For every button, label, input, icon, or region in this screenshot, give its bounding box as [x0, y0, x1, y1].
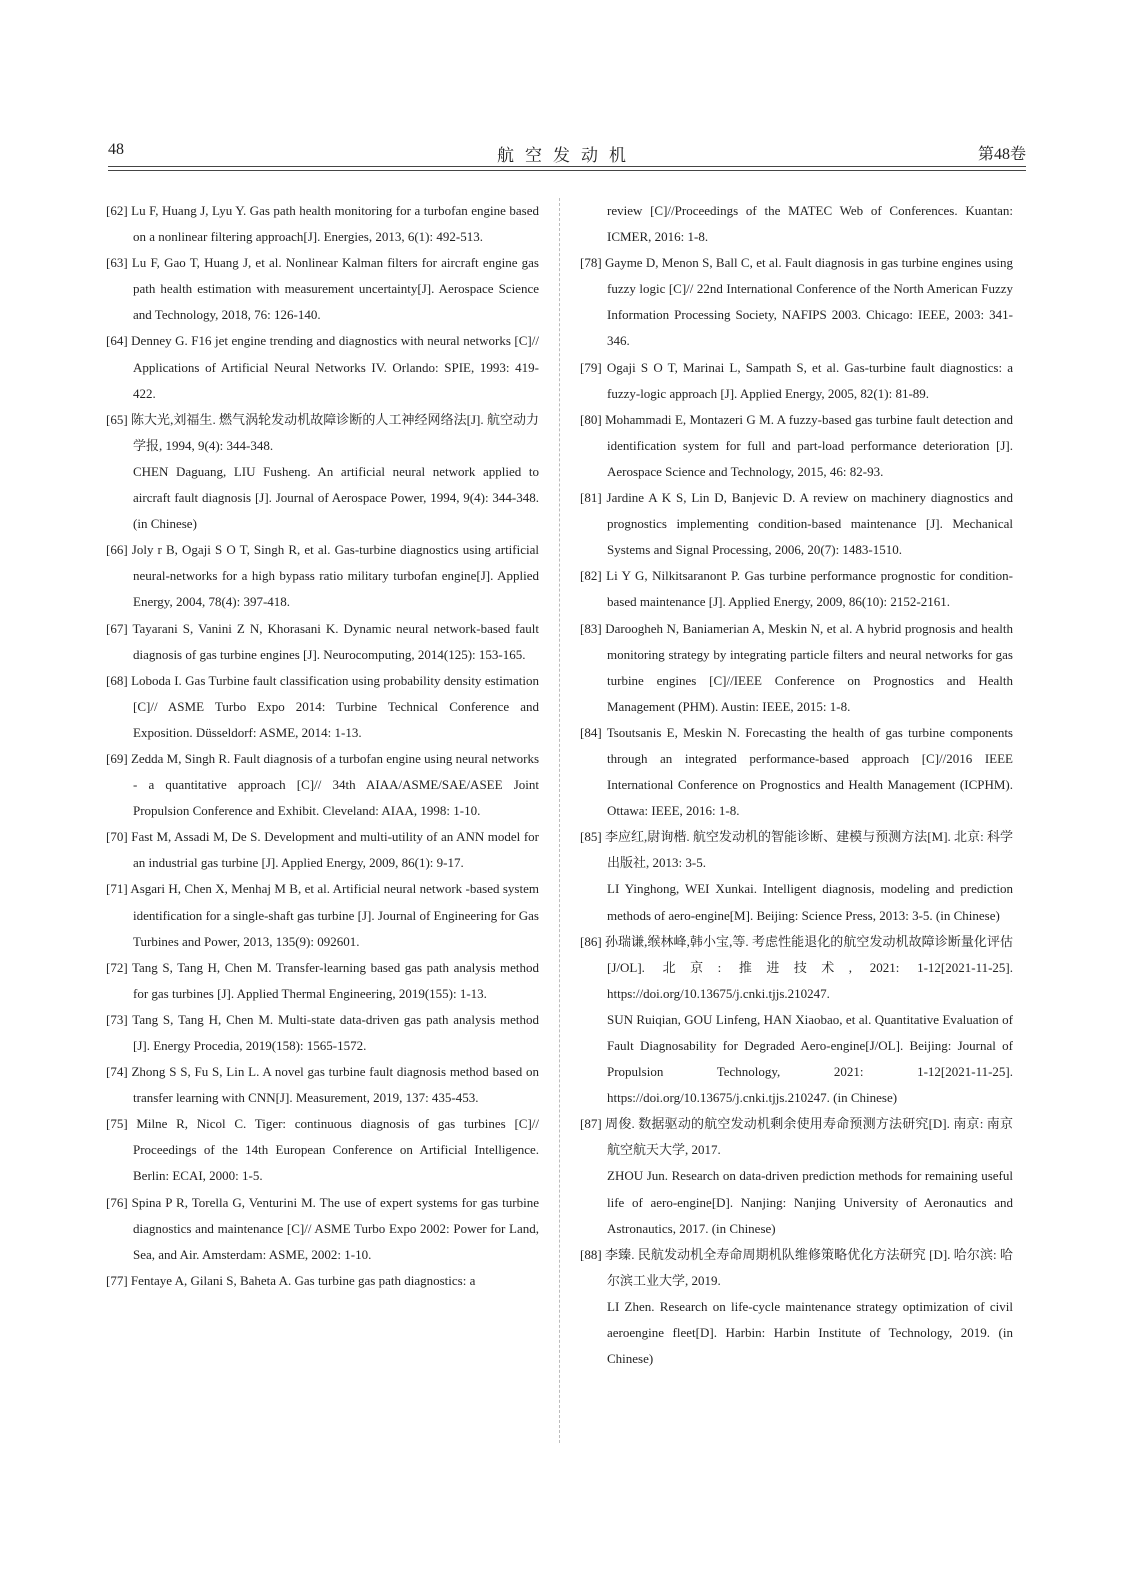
reference-number: [65]	[106, 411, 128, 427]
reference-item	[580, 485, 1013, 563]
reference-item	[106, 1059, 539, 1111]
reference-item	[106, 198, 539, 250]
reference-translation: LI Yinghong, WEI Xunkai. Intelligent diagnosis, modeling and prediction methods of aero-engine[M]. Beijing: Science Press, 2013: 3-5. (in Chinese)	[607, 881, 1013, 923]
reference-text: Mohammadi E, Montazeri G M. A fuzzy-based gas turbine fault detection and identification system for full and part-load performance deterioration [J]. Aerospace Science and Technology, 2015, 46: 82-93.	[605, 411, 1014, 479]
reference-text: Daroogheh N, Baniamerian A, Meskin N, et al. A hybrid prognosis and health monitoring strategy by integrating particle filters and neural networks for gas turbine engines [C]//IEEE Conference on Prognostics and Health Management (PHM). Austin: IEEE, 2015: 1-8.	[605, 620, 1014, 714]
reference-number: [62]	[106, 203, 128, 218]
reference-item	[106, 955, 539, 1007]
reference-item	[580, 563, 1013, 615]
reference-number: [82]	[580, 568, 602, 584]
reference-text: Tang S, Tang H, Chen M. Multi-state data-driven gas path analysis method [J]. Energy Procedia, 2019(158): 1565-1572.	[132, 1011, 539, 1053]
reference-number: [84]	[580, 724, 602, 740]
reference-text: Fentaye A, Gilani S, Baheta A. Gas turbine gas path diagnostics: a	[130, 1272, 476, 1288]
header-rule-thin	[108, 170, 1026, 171]
reference-number: [75]	[106, 1116, 128, 1132]
reference-item	[106, 537, 539, 615]
journal-title: 航空发动机	[497, 146, 637, 165]
reference-text: Tsoutsanis E, Meskin N. Forecasting the health of gas turbine components through an integrated performance-based approach [C]//2016 IEEE International Conference on Prognostics and Health Management (ICPHM). Ottawa: IEEE, 2016: 1-8.	[606, 724, 1013, 819]
reference-item	[106, 876, 539, 954]
page-number: 48	[108, 141, 124, 158]
reference-text: Tang S, Tang H, Chen M. Transfer-learning based gas path analysis method for gas turbines [J]. Applied Thermal Engineering, 2019(155): 1-13.	[132, 959, 539, 1001]
reference-item	[580, 1111, 1013, 1163]
reference-text: Ogaji S O T, Marinai L, Sampath S, et al. Gas-turbine fault diagnostics: a fuzzy-logic approach [J]. Applied Energy, 2005, 82(1): 81-89.	[606, 359, 1014, 401]
reference-item	[106, 1111, 539, 1189]
reference-item	[580, 355, 1013, 407]
references-left-column	[106, 198, 539, 1294]
reference-text: Spina P R, Torella G, Venturini M. The use of expert systems for gas turbine diagnostics and maintenance [C]// ASME Turbo Expo 2002: Power for Land, Sea, and Air. Amsterdam: ASME, 2002: 1-10.	[131, 1194, 539, 1262]
references-right-column	[580, 198, 1013, 1372]
reference-item	[580, 407, 1013, 485]
reference-number: [68]	[106, 672, 128, 688]
reference-text: Loboda I. Gas Turbine fault classification using probability density estimation [C]// ASME Turbo Expo 2014: Turbine Technical Conference and Exposition. Düsseldorf: ASME, 2014: 1-13.	[131, 672, 539, 740]
reference-number: [78]	[580, 255, 602, 271]
reference-text: Asgari H, Chen X, Menhaj M B, et al. Artificial neural network -based system identification for a single-shaft gas turbine [J]. Journal of Engineering for Gas Turbines and Power, 2013, 135(9): 092601.	[130, 881, 539, 949]
reference-item	[580, 824, 1013, 876]
reference-number: [69]	[106, 750, 128, 766]
reference-translation: ZHOU Jun. Research on data-driven prediction methods for remaining useful life of aero-engine[D]. Nanjing: Nanjing University of Aeronautics and Astronautics, 2017. (in Chinese)	[607, 1168, 1013, 1236]
reference-number: [79]	[580, 359, 602, 375]
reference-text: Zedda M, Singh R. Fault diagnosis of a turbofan engine using neural networks - a quantitative approach [C]// 34th AIAA/ASME/SAE/ASEE Joint Propulsion Conference and Exhibit. Cleveland: AIAA, 1998: 1-10.	[130, 750, 539, 819]
reference-text: 李应红,尉询楷. 航空发动机的智能诊断、建模与预测方法[M]. 北京: 科学出版社, 2013: 3-5.	[604, 829, 1013, 871]
reference-item	[580, 616, 1013, 720]
reference-item	[580, 1242, 1013, 1294]
reference-number: [74]	[106, 1064, 128, 1080]
reference-number: [85]	[580, 829, 602, 845]
volume-label: 第48卷	[977, 146, 1026, 163]
reference-item	[106, 616, 539, 668]
reference-item	[106, 1190, 539, 1268]
reference-number: [76]	[106, 1194, 128, 1210]
reference-number: [86]	[580, 933, 602, 949]
reference-item	[580, 250, 1013, 354]
reference-number: [73]	[106, 1011, 128, 1027]
reference-text: Lu F, Gao T, Huang J, et al. Nonlinear Kalman filters for aircraft engine gas path health estimation with measurement uncertainty[J]. Aerospace Science and Technology, 2018, 76: 126-140.	[131, 255, 539, 323]
reference-text: 李臻. 民航发动机全寿命周期机队维修策略优化方法研究 [D]. 哈尔滨: 哈尔滨工业大学, 2019.	[605, 1246, 1013, 1288]
reference-item	[106, 328, 539, 406]
reference-item	[106, 1007, 539, 1059]
reference-translation: LI Zhen. Research on life-cycle maintenance strategy optimization of civil aeroengine fleet[D]. Harbin: Harbin Institute of Technology, 2019. (in Chinese)	[607, 1298, 1013, 1367]
reference-item	[106, 407, 539, 459]
reference-text: 孙瑞谦,缑林峰,韩小宝,等. 考虑性能退化的航空发动机故障诊断量化评估[J/OL]. 北京: 推进技术, 2021: 1-12[2021-11-25]. https://doi.org/10.13675/j.cnki.tjjs.210247.	[604, 933, 1013, 1001]
reference-number: [70]	[106, 829, 128, 845]
reference-number: [72]	[106, 959, 128, 975]
reference-number: [63]	[106, 255, 128, 271]
reference-number: [77]	[106, 1272, 128, 1288]
reference-text: 周俊. 数据驱动的航空发动机剩余使用寿命预测方法研究[D]. 南京: 南京航空航天大学, 2017.	[605, 1116, 1013, 1158]
column-divider	[559, 198, 560, 1443]
reference-text: Lu F, Huang J, Lyu Y. Gas path health monitoring for a turbofan engine based on a nonlinear filtering approach[J]. Energies, 2013, 6(1): 492-513.	[131, 203, 539, 245]
reference-item	[106, 746, 539, 824]
reference-text: Tayarani S, Vanini Z N, Khorasani K. Dynamic neural network-based fault diagnosis of gas turbine engines [J]. Neurocomputing, 2014(125): 153-165.	[132, 620, 539, 662]
reference-text: Milne R, Nicol C. Tiger: continuous diagnosis of gas turbines [C]// Proceedings of the 14th European Conference on Artificial Intelligence. Berlin: ECAI, 2000: 1-5.	[133, 1116, 539, 1184]
reference-number: [87]	[580, 1116, 602, 1132]
reference-continuation: review [C]//Proceedings of the MATEC Web of Conferences. Kuantan: ICMER, 2016: 1-8.	[607, 203, 1013, 245]
reference-number: [71]	[106, 881, 128, 897]
reference-item	[580, 720, 1013, 824]
reference-number: [83]	[580, 620, 602, 636]
reference-number: [88]	[580, 1246, 602, 1262]
reference-number: [81]	[580, 490, 602, 506]
reference-item	[106, 668, 539, 746]
reference-translation: SUN Ruiqian, GOU Linfeng, HAN Xiaobao, et al. Quantitative Evaluation of Fault Diagnosability for Degraded Aero-engine[J/OL]. Beijing: Journal of Propulsion Technology, 2021: 1-12[2021-11-25]. https://doi.org/10.13675/j.cnki.tjjs.210247. (in Chinese)	[607, 1011, 1013, 1106]
reference-item	[106, 1268, 539, 1294]
reference-number: [67]	[106, 620, 128, 636]
reference-item	[580, 929, 1013, 1007]
reference-translation: CHEN Daguang, LIU Fusheng. An artificial neural network applied to aircraft fault diagnosis [J]. Journal of Aerospace Power, 1994, 9(4): 344-348. (in Chinese)	[133, 463, 539, 532]
reference-item	[106, 824, 539, 876]
reference-text: Fast M, Assadi M, De S. Development and multi-utility of an ANN model for an industrial gas turbine [J]. Applied Energy, 2009, 86(1): 9-17.	[131, 829, 540, 871]
reference-text: Joly r B, Ogaji S O T, Singh R, et al. Gas-turbine diagnostics using artificial neural-networks for a high bypass ratio military turbofan engine[J]. Applied Energy, 2004, 78(4): 397-418.	[131, 542, 540, 610]
reference-text: Zhong S S, Fu S, Lin L. A novel gas turbine fault diagnosis method based on transfer learning with CNN[J]. Measurement, 2019, 137: 435-453.	[131, 1064, 539, 1106]
header-rule-thick	[108, 166, 1026, 167]
reference-text: Gayme D, Menon S, Ball C, et al. Fault diagnosis in gas turbine engines using fuzzy logic [C]// 22nd International Conference of the North American Fuzzy Information Processing Society, NAFIPS 2003. Chicago: IEEE, 2003: 341-346.	[605, 255, 1013, 349]
reference-number: [66]	[106, 542, 128, 558]
reference-item	[106, 250, 539, 328]
reference-text: Li Y G, Nilkitsaranont P. Gas turbine performance prognostic for condition-based maintenance [J]. Applied Energy, 2009, 86(10): 2152-2161.	[606, 568, 1013, 610]
reference-text: Denney G. F16 jet engine trending and diagnostics with neural networks [C]// Applications of Artificial Neural Networks IV. Orlando: SPIE, 1993: 419-422.	[131, 333, 539, 401]
reference-number: [64]	[106, 333, 128, 349]
reference-text: Jardine A K S, Lin D, Banjevic D. A review on machinery diagnostics and prognostics implementing condition-based maintenance [J]. Mechanical Systems and Signal Processing, 2006, 20(7): 1483-1510.	[606, 490, 1013, 558]
reference-text: 陈大光,刘福生. 燃气涡轮发动机故障诊断的人工神经网络法[J]. 航空动力学报, 1994, 9(4): 344-348.	[130, 411, 540, 453]
reference-number: [80]	[580, 411, 602, 427]
